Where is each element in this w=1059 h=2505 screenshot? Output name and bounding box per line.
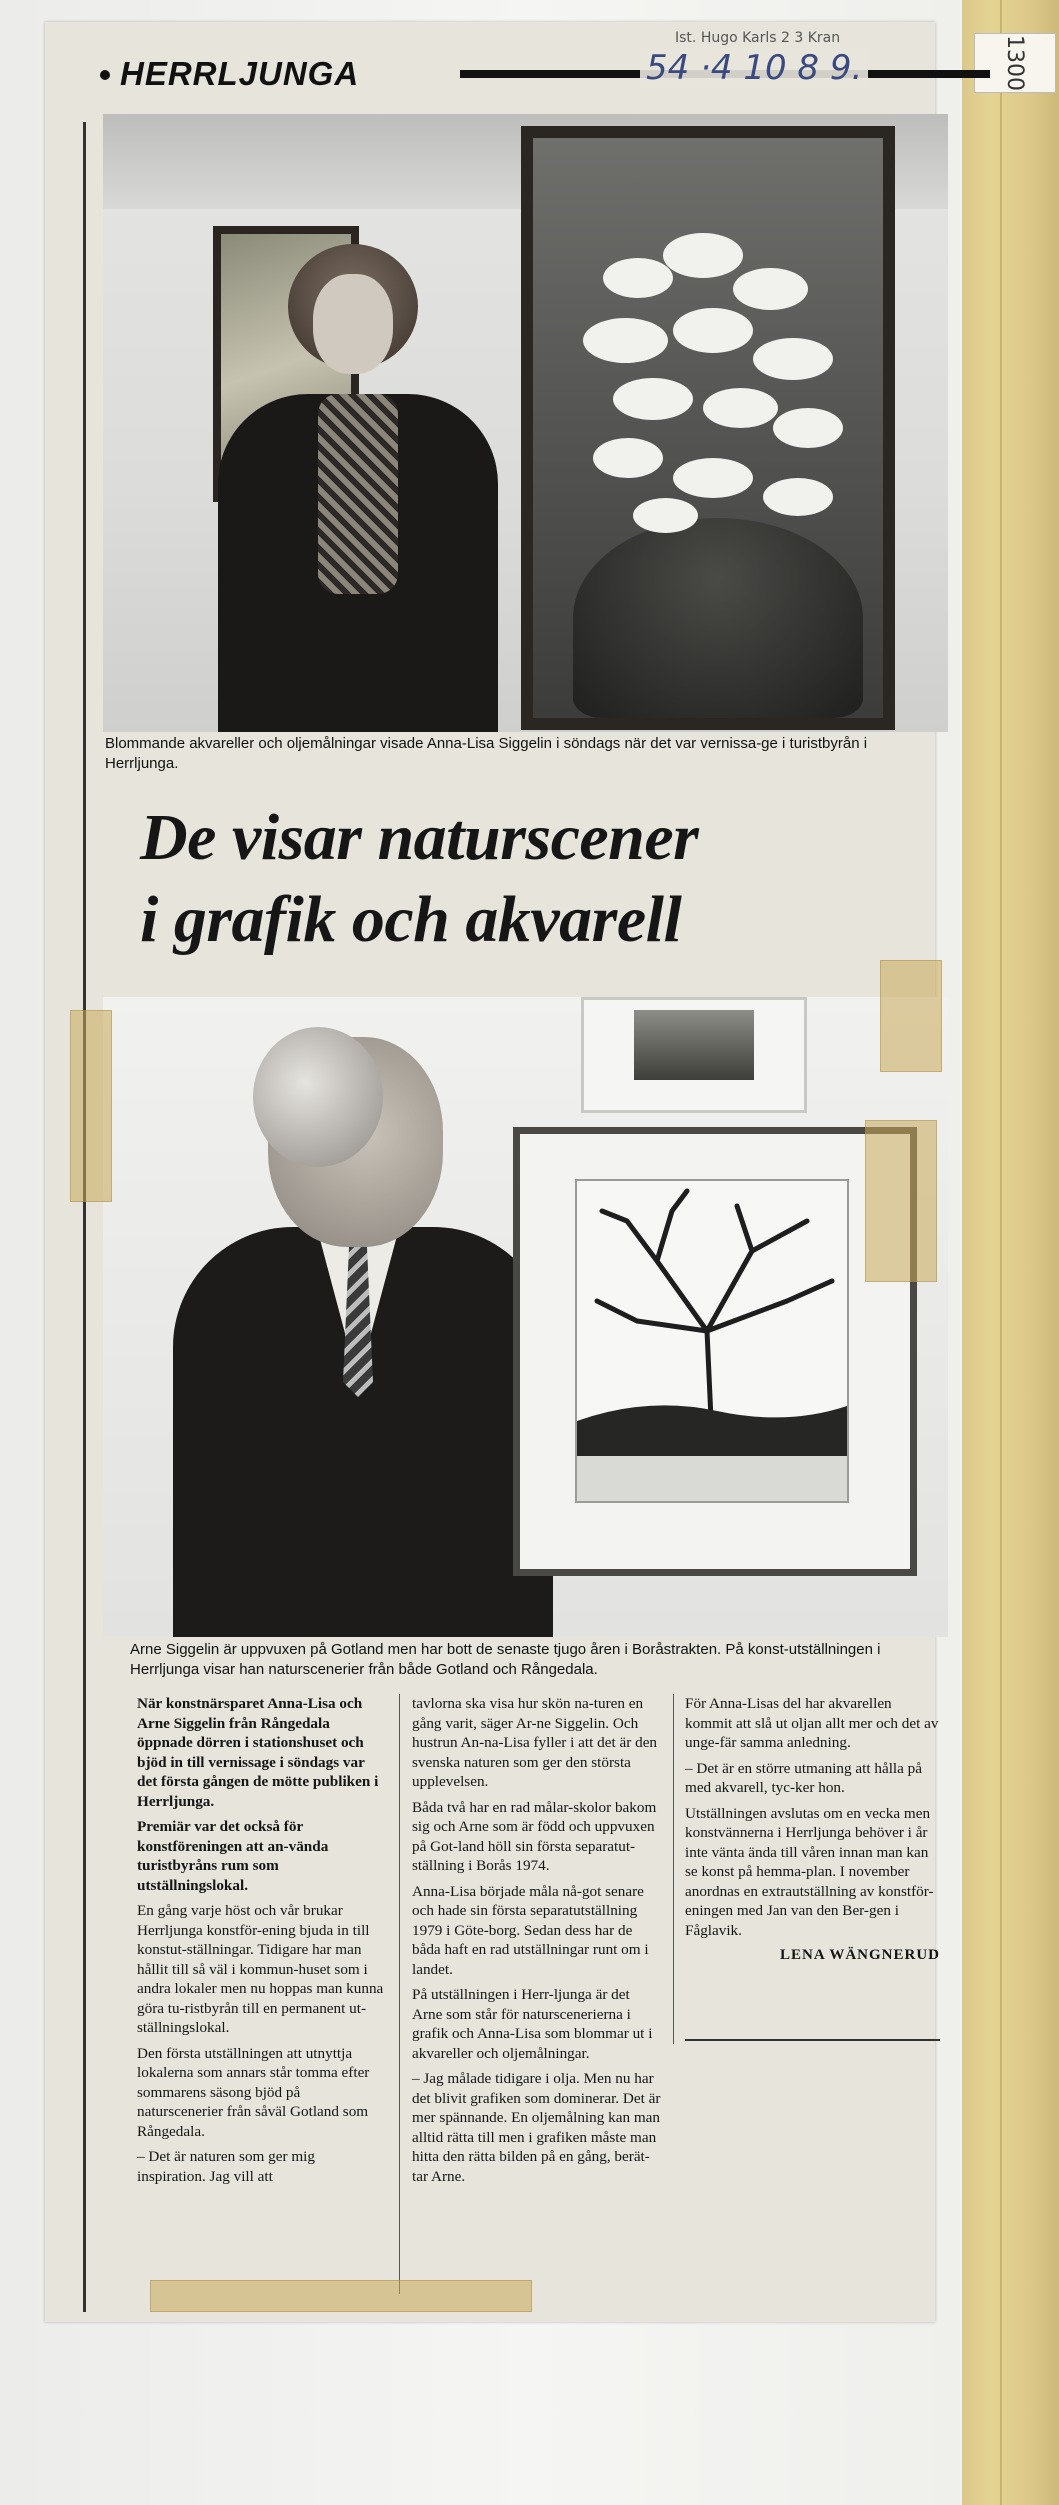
photo-arne bbox=[103, 997, 948, 1637]
page-number-label: 1300 bbox=[974, 33, 1056, 93]
headline-line-2: i grafik och akvarell bbox=[140, 883, 682, 956]
bullet-icon bbox=[100, 70, 110, 80]
headline-line-1: De visar naturscener bbox=[140, 801, 699, 874]
article-paragraph: Den första utställningen att utnyttja lokalerna som annars står tomma efter sommarens säsong bjöd på naturscenerier från såväl Gotland som Rångedala. bbox=[137, 2044, 370, 2140]
article-paragraph: För Anna-Lisas del har akvarellen kommit att slå ut oljan allt mer och det av unge-fär samma anledning. bbox=[685, 1695, 939, 1751]
tree-print-art bbox=[577, 1181, 847, 1501]
article-paragraph: På utställningen i Herr-ljunga är det Arne som står för naturscenerierna i grafik och Anna-Lisa som blommar ut i akvareller och oljemålningar. bbox=[412, 1986, 653, 2062]
byline: LENA WÄNGNERUD bbox=[780, 1947, 940, 1963]
section-header bbox=[100, 30, 940, 92]
article-column-2 bbox=[412, 1694, 662, 2192]
article-paragraph: Båda två har en rad målar-skolor bakom sig och Arne som är född och uppvuxen på Got-land höll sin första separatut-ställning i Borås 1974. bbox=[412, 1798, 657, 1874]
column-rule-left bbox=[83, 122, 86, 2312]
woman-figure bbox=[218, 244, 498, 732]
photo-anna-lisa bbox=[103, 114, 948, 732]
article-paragraph: En gång varje höst och vår brukar Herrljunga konstför-ening bjuda in till konstut-ställningar. Tidigare har man hållit till så väl i kommun-huset som i andra lokaler men nu hoppas man kunna göra tu-ristbyrån till en permanent ut-ställningslokal. bbox=[137, 1902, 384, 2036]
painting-flowers bbox=[521, 126, 895, 730]
clipping-service-stamp: Ist. Hugo Karls 2 3 Kran bbox=[675, 30, 841, 46]
framed-tree-print bbox=[513, 1127, 917, 1576]
column-end-rule bbox=[685, 2039, 940, 2041]
photo-caption-1: Blommande akvareller och oljemålningar visade Anna-Lisa Siggelin i söndags när det var vernissa-ge i turistbyrån i Herrljunga. bbox=[105, 735, 868, 772]
article-paragraph: tavlorna ska visa hur skön na-turen en gång varit, säger Ar-ne Siggelin. Och hustrun An-na-Lisa fyller i att det är den svenska naturen som ger den största upplevelsen. bbox=[412, 1695, 658, 1790]
column-divider bbox=[399, 1694, 400, 2294]
tape-strip bbox=[865, 1120, 937, 1282]
article-paragraph: Utställningen avslutas om en vecka men konstvännerna i Herrljunga behöver i år inte vänta ända till våren innan man kan se konst på hemma-plan. I november anordnas en extrautställning av konstför-eningen med Jan van den Ber-gen i Fåglavik. bbox=[685, 1804, 934, 1939]
article-paragraph: – Jag målade tidigare i olja. Men nu har det blivit grafiken som dominerar. Det är mer spännande. En oljemålning kan man alltid rätta till men i grafiken måste man hitta den rätta bilden på en gång, berät-tar Arne. bbox=[412, 2070, 661, 2185]
handwritten-date: 54 ·4 10 8 9. bbox=[640, 48, 868, 88]
tape-strip bbox=[150, 2280, 532, 2312]
newspaper-clipping bbox=[45, 22, 940, 2322]
photo-caption-2: Arne Siggelin är uppvuxen på Gotland men har bott de senaste tjugo åren i Boråstrakten. På konst-utställningen i Herrljunga visar han naturscenerier från både Gotland och Rångedala. bbox=[130, 1641, 881, 1678]
article-column-3 bbox=[685, 1694, 940, 1966]
headline bbox=[140, 797, 940, 961]
tape-strip bbox=[880, 960, 942, 1072]
article-lead: När konstnärsparet Anna-Lisa och Arne Siggelin från Rångedala öppnade dörren i stationshuset och bjöd in till vernissage i söndags var det första gången de mötte publiken i Herrljunga. bbox=[137, 1695, 379, 1810]
article-paragraph: – Det är naturen som ger mig inspiration. Jag vill att bbox=[137, 2148, 315, 2185]
painting-background bbox=[581, 997, 807, 1113]
yellow-binding-strip bbox=[962, 0, 1059, 2505]
article-paragraph: Anna-Lisa började måla nå-got senare och hade sin första separatutställning 1979 i Göte-borg. Sedan dess har de båda haft en rad utställningar runt om i landet. bbox=[412, 1882, 649, 1978]
article-paragraph: Premiär var det också för konstföreningen att an-vända turistbyråns rum som utställningslokal. bbox=[137, 1818, 329, 1894]
column-divider bbox=[673, 1694, 674, 2044]
article-column-1 bbox=[137, 1694, 387, 2192]
article-paragraph: – Det är en större utmaning att hålla på med akvarell, tyc-ker hon. bbox=[685, 1759, 923, 1796]
article-body bbox=[137, 1694, 947, 2314]
man-figure bbox=[173, 1037, 553, 1637]
section-place: HERRLJUNGA bbox=[120, 55, 360, 92]
tape-strip bbox=[70, 1010, 112, 1202]
